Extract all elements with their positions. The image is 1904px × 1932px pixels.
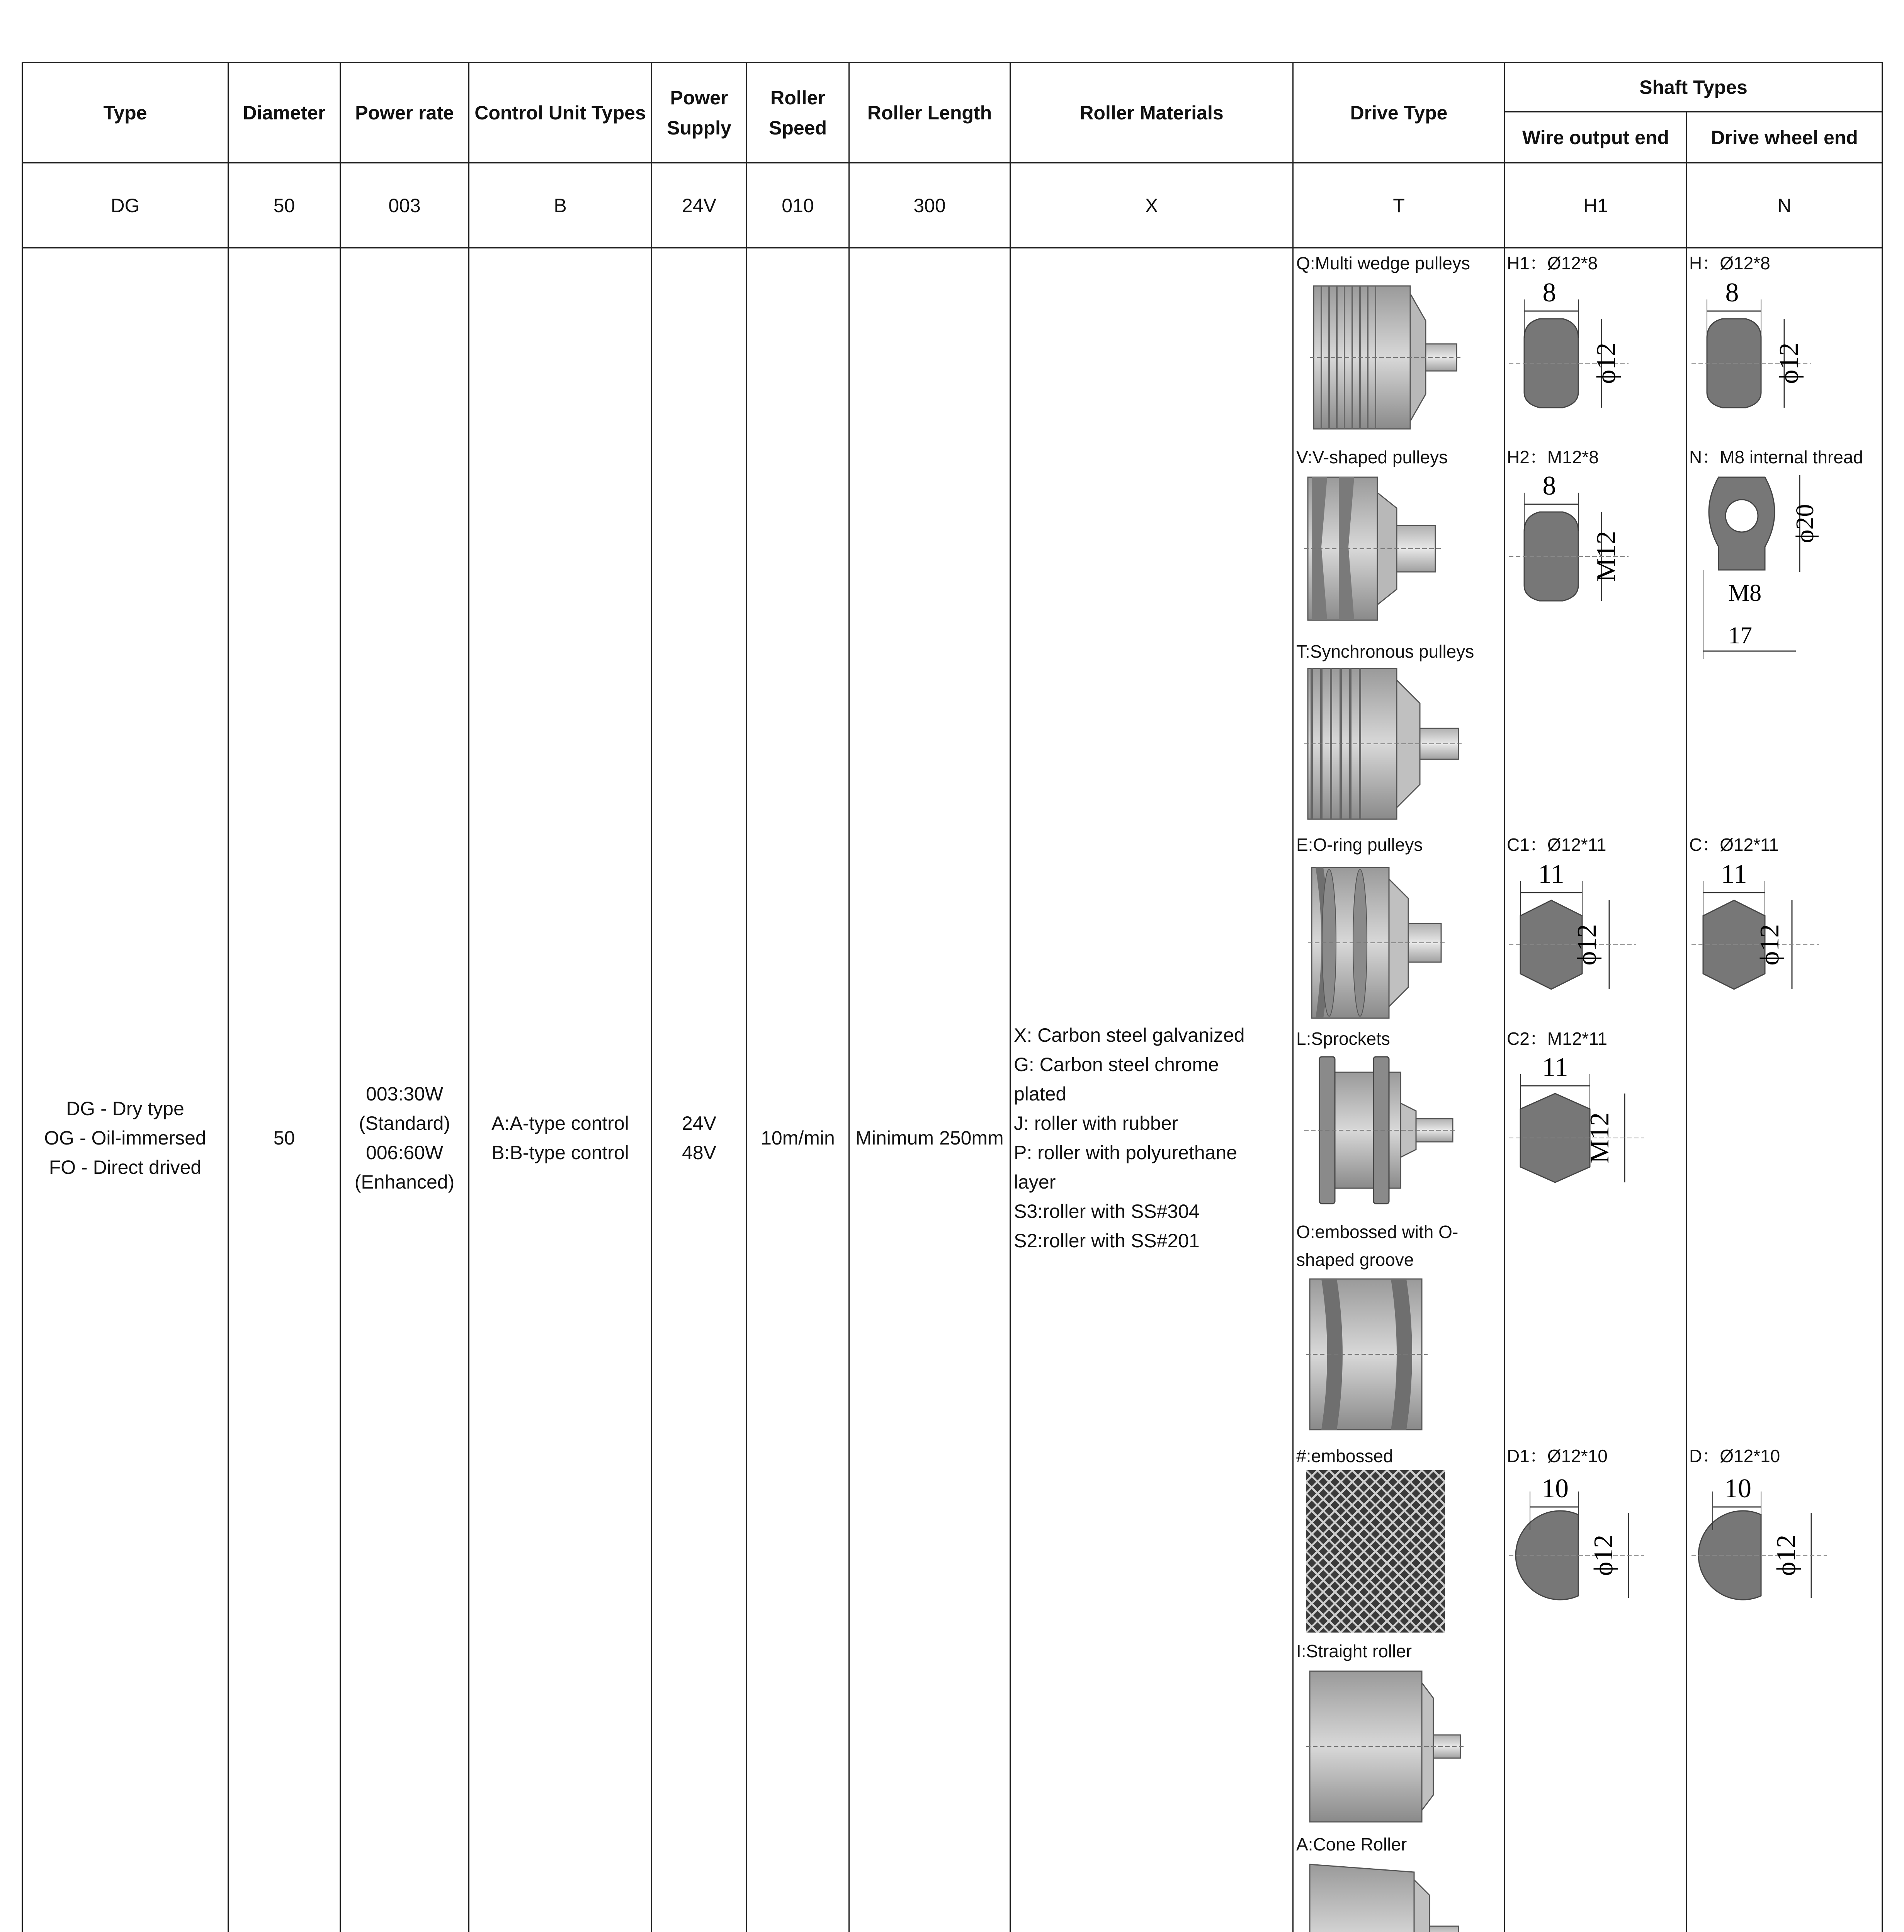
- drive-type-label: #:embossed: [1296, 1446, 1393, 1466]
- dim-diameter-text: ϕ12: [1591, 342, 1621, 384]
- dim-diameter-text: ϕ12: [1572, 924, 1602, 966]
- dim-width-text: 8: [1725, 278, 1739, 308]
- cone-roller-icon: [1306, 1861, 1468, 1932]
- shaft-label: H2：M12*8: [1507, 447, 1599, 467]
- example-power-supply: 24V: [651, 162, 747, 248]
- multi-wedge-pulley-icon: [1310, 278, 1464, 437]
- options-control-unit: A:A-type control B:B-type control: [468, 247, 652, 1932]
- options-power-supply: 24V 48V: [651, 247, 747, 1932]
- header-shaft-types: Shaft Types: [1504, 62, 1883, 112]
- shaft-threaded-flat-icon: [1509, 469, 1636, 632]
- sprocket-icon: [1304, 1053, 1459, 1208]
- v-pulley-icon: [1304, 469, 1443, 628]
- options-diameter: 50: [228, 247, 341, 1932]
- options-roller-speed: 10m/min: [746, 247, 850, 1932]
- dim-width-text: 10: [1542, 1474, 1569, 1503]
- shaft-label: H：Ø12*8: [1689, 253, 1770, 273]
- example-roller-material: X: [1010, 162, 1294, 248]
- embossed-groove-roller-icon: [1306, 1275, 1430, 1434]
- example-power-rate: 003: [340, 162, 469, 248]
- shaft-label: C：Ø12*11: [1689, 835, 1779, 855]
- example-roller-length: 300: [848, 162, 1011, 248]
- shaft-label: N：M8 internal thread: [1689, 447, 1863, 467]
- dim-width-text: 8: [1542, 471, 1556, 501]
- header-roller-length: Roller Length: [848, 62, 1011, 163]
- dim-width-text: 11: [1542, 1053, 1568, 1082]
- dim-diameter-text: ϕ12: [1771, 1534, 1801, 1576]
- header-roller-speed: Roller Speed: [746, 62, 850, 163]
- dim-diameter-text: ϕ12: [1589, 1534, 1618, 1576]
- synchronous-pulley-icon: [1304, 665, 1466, 823]
- dim-hole-text: M8: [1728, 580, 1762, 606]
- drive-type-label: V:V-shaped pulleys: [1296, 447, 1448, 467]
- example-drive-type: T: [1292, 162, 1505, 248]
- drive-type-label: A:Cone Roller: [1296, 1834, 1407, 1854]
- dim-diameter-text: ϕ20: [1791, 504, 1819, 543]
- shaft-label: D：Ø12*10: [1689, 1446, 1780, 1466]
- header-diameter: Diameter: [228, 62, 341, 163]
- embossed-roller-icon: [1306, 1470, 1445, 1633]
- shaft-label: D1：Ø12*10: [1507, 1446, 1608, 1466]
- example-wire-output-end: H1: [1504, 162, 1687, 248]
- dim-diameter-text: ϕ12: [1774, 342, 1804, 384]
- shaft-hex-icon: [1692, 858, 1827, 1020]
- straight-roller-icon: [1306, 1667, 1468, 1826]
- dim-length-text: 17: [1728, 622, 1752, 649]
- example-diameter: 50: [228, 162, 341, 248]
- o-ring-pulley-icon: [1308, 864, 1447, 1022]
- header-control-unit-types: Control Unit Types: [468, 62, 652, 163]
- shaft-d-cut-icon: [1509, 1468, 1652, 1631]
- header-type: Type: [22, 62, 229, 163]
- dim-diameter-text: ϕ12: [1755, 924, 1785, 966]
- drive-type-label: L:Sprockets: [1296, 1029, 1390, 1049]
- example-type: DG: [22, 162, 229, 248]
- shaft-threaded-hex-icon: [1509, 1051, 1652, 1213]
- example-roller-speed: 010: [746, 162, 850, 248]
- shaft-flat-icon: [1692, 276, 1819, 439]
- header-power-rate: Power rate: [340, 62, 469, 163]
- dim-width-text: 11: [1721, 859, 1747, 889]
- example-drive-wheel-end: N: [1686, 162, 1883, 248]
- dim-thread-text: M12: [1591, 531, 1621, 582]
- drive-type-label: Q:Multi wedge pulleys: [1296, 253, 1470, 273]
- drive-type-label: I:Straight roller: [1296, 1641, 1412, 1661]
- shaft-hex-icon: [1509, 858, 1644, 1020]
- header-wire-output-end: Wire output end: [1504, 111, 1687, 163]
- drive-type-label: E:O-ring pulleys: [1296, 835, 1423, 855]
- options-roller-materials: X: Carbon steel galvanized G: Carbon steel chrome plated J: roller with rubber P: roller with polyurethane layer S3:roller with SS#304 S2:roller with SS#201: [1010, 247, 1294, 1932]
- dim-width-text: 10: [1724, 1474, 1751, 1503]
- shaft-label: C2：M12*11: [1507, 1029, 1607, 1049]
- options-roller-length: Minimum 250mm: [848, 247, 1011, 1932]
- shaft-d-cut-icon: [1692, 1468, 1834, 1631]
- shaft-label: C1：Ø12*11: [1507, 835, 1606, 855]
- drive-type-label: O:embossed with O-shaped groove: [1296, 1222, 1459, 1270]
- header-drive-wheel-end: Drive wheel end: [1686, 111, 1883, 163]
- shaft-internal-thread-icon: [1692, 469, 1823, 670]
- options-power-rate: 003:30W (Standard) 006:60W (Enhanced): [340, 247, 469, 1932]
- shaft-label: H1：Ø12*8: [1507, 253, 1598, 273]
- header-power-supply: Power Supply: [651, 62, 747, 163]
- drive-type-label: T:Synchronous pulleys: [1296, 641, 1474, 662]
- dim-width-text: 11: [1538, 859, 1564, 889]
- shaft-flat-icon: [1509, 276, 1636, 439]
- example-control-unit: B: [468, 162, 652, 248]
- header-drive-type: Drive Type: [1292, 62, 1505, 163]
- options-type: DG - Dry type OG - Oil-immersed FO - Direct drived: [22, 247, 229, 1932]
- dim-width-text: 8: [1542, 278, 1556, 308]
- dim-thread-text: M12: [1585, 1112, 1615, 1164]
- header-roller-materials: Roller Materials: [1010, 62, 1294, 163]
